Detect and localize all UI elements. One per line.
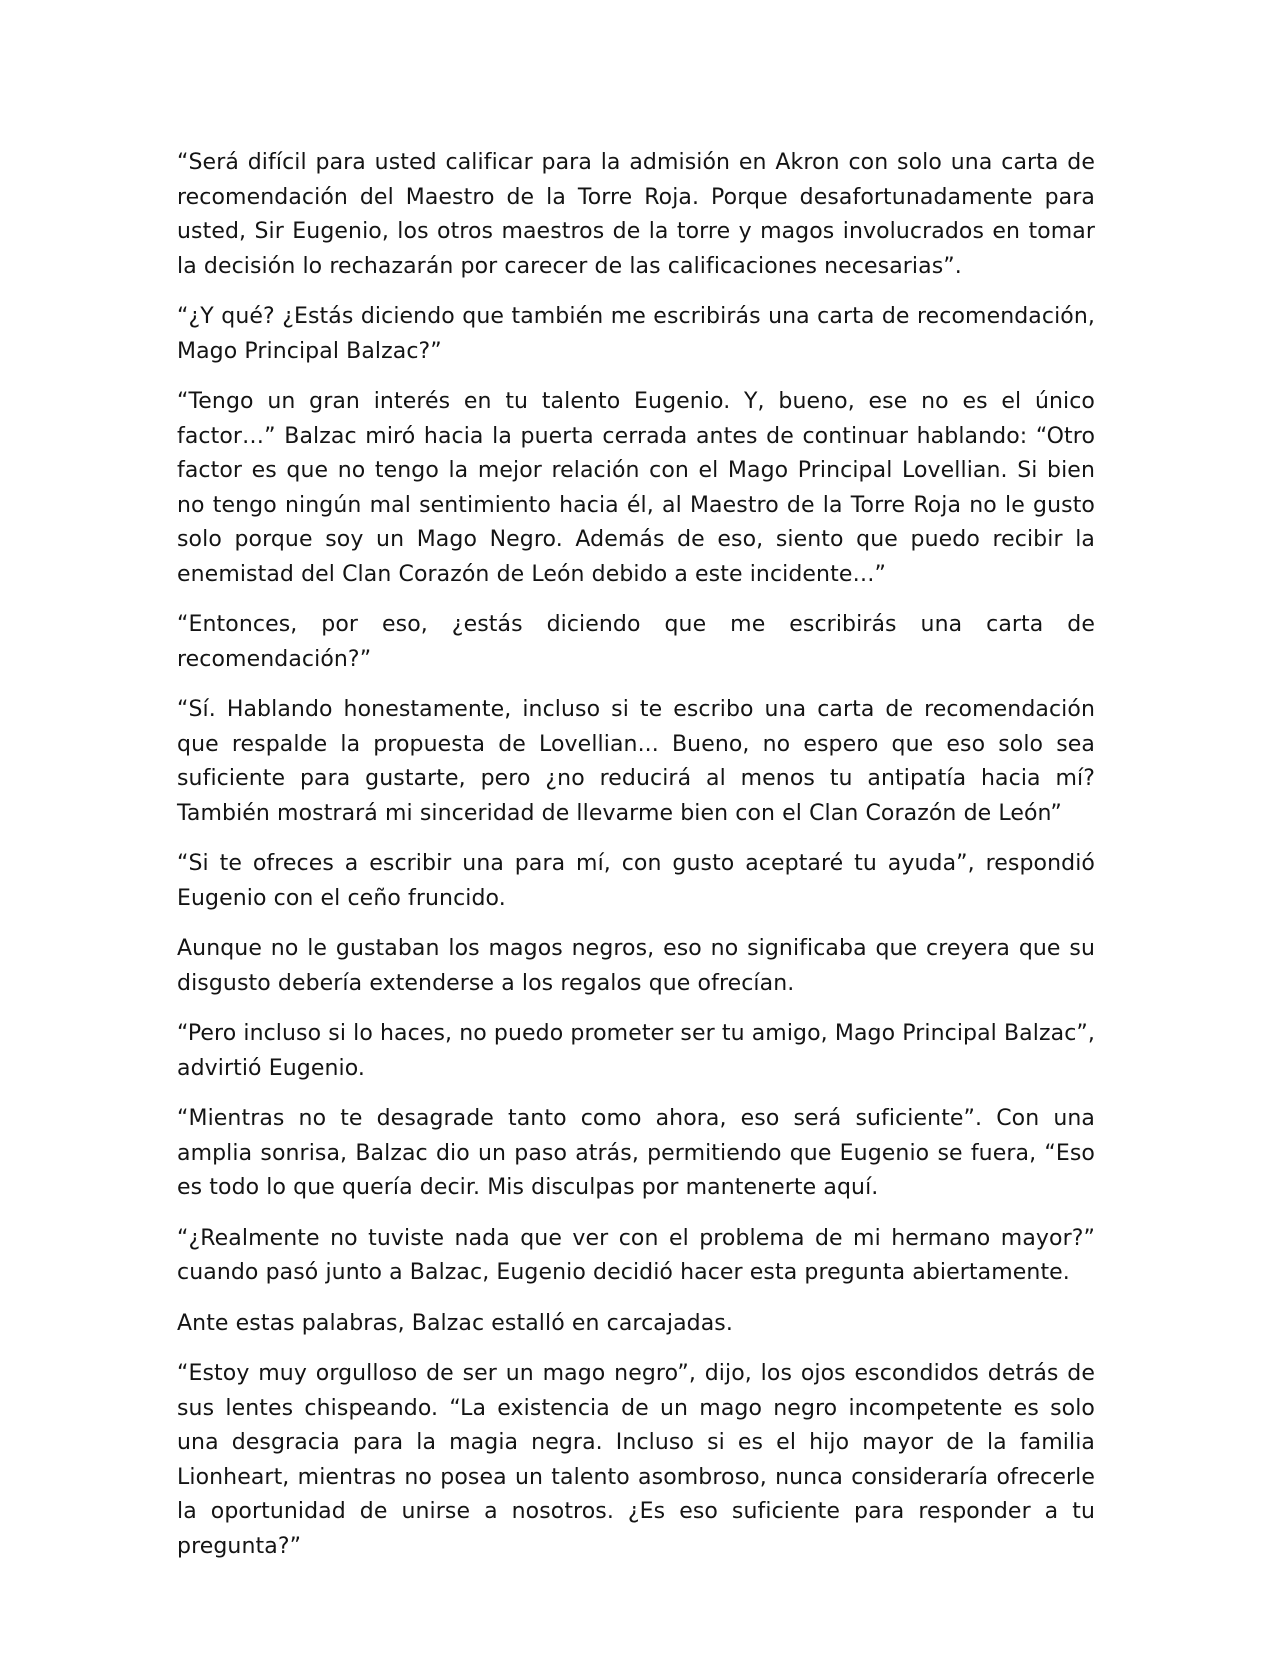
paragraph: Aunque no le gustaban los magos negros, eso no significaba que creyera que su disgusto debería extenderse a los regalos que ofrecían. xyxy=(177,936,1095,996)
paragraph: “Pero incluso si lo haces, no puedo prometer ser tu amigo, Mago Principal Balzac”, advirtió Eugenio. xyxy=(177,1021,1095,1081)
paragraph: “Será difícil para usted calificar para la admisión en Akron con solo una carta de recomendación del Maestro de la Torre Roja. Porque desafortunadamente para usted, Sir Eugenio, los otros maestros de la torre y magos involucrados en tomar la decisión lo rechazarán por carecer de las calificaciones necesarias”. xyxy=(177,150,1095,279)
paragraph: Ante estas palabras, Balzac estalló en carcajadas. xyxy=(177,1310,733,1336)
document-body xyxy=(177,146,1095,1580)
paragraph: “Sí. Hablando honestamente, incluso si te escribo una carta de recomendación que respalde la propuesta de Lovellian... Bueno, no espero que eso solo sea suficiente para gustarte, pero ¿no reducirá al menos tu antipatía hacia mí? También mostrará mi sinceridad de llevarme bien con el Clan Corazón de León” xyxy=(177,697,1095,826)
paragraph: “Si te ofreces a escribir una para mí, con gusto aceptaré tu ayuda”, respondió Eugenio con el ceño fruncido. xyxy=(177,851,1095,911)
paragraph: “Entonces, por eso, ¿estás diciendo que me escribirás una carta de recomendación?” xyxy=(177,612,1095,672)
paragraph: “Tengo un gran interés en tu talento Eugenio. Y, bueno, ese no es el único factor…” Balzac miró hacia la puerta cerrada antes de continuar hablando: “Otro factor es que no tengo la mejor relación con el Mago Principal Lovellian. Si bien no tengo ningún mal sentimiento hacia él, al Maestro de la Torre Roja no le gusto solo porque soy un Mago Negro. Además de eso, siento que puedo recibir la enemistad del Clan Corazón de León debido a este incidente…” xyxy=(177,389,1095,587)
paragraph: “Mientras no te desagrade tanto como ahora, eso será suficiente”. Con una amplia sonrisa, Balzac dio un paso atrás, permitiendo que Eugenio se fuera, “Eso es todo lo que quería decir. Mis disculpas por mantenerte aquí. xyxy=(177,1106,1095,1200)
paragraph: “¿Y qué? ¿Estás diciendo que también me escribirás una carta de recomendación, Mago Principal Balzac?” xyxy=(177,304,1095,364)
paragraph: “¿Realmente no tuviste nada que ver con el problema de mi hermano mayor?” cuando pasó junto a Balzac, Eugenio decidió hacer esta pregunta abiertamente. xyxy=(177,1225,1095,1285)
paragraph: “Estoy muy orgulloso de ser un mago negro”, dijo, los ojos escondidos detrás de sus lentes chispeando. “La existencia de un mago negro incompetente es solo una desgracia para la magia negra. Incluso si es el hijo mayor de la familia Lionheart, mientras no posea un talento asombroso, nunca consideraría ofrecerle la oportunidad de unirse a nosotros. ¿Es eso suficiente para responder a tu pregunta?” xyxy=(177,1361,1095,1559)
